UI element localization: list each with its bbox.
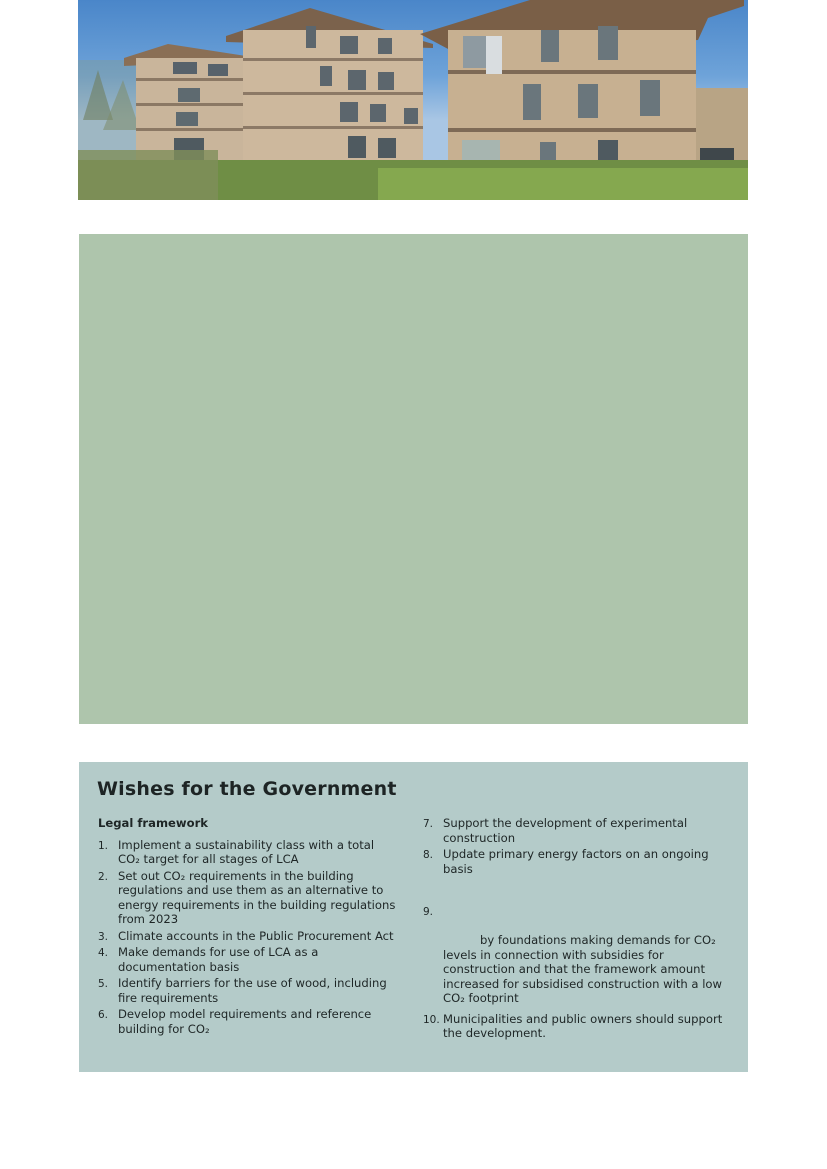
- legal-framework-column: [98, 816, 398, 1038]
- list-item: 6. Develop model requirements and reference building for CO₂: [98, 1007, 372, 1036]
- wishes-panel: [79, 762, 748, 1072]
- list-item: 10. Municipalities and public owners should support the development.: [423, 1011, 723, 1040]
- middle-building: [226, 8, 433, 164]
- list-item: 7. Support the development of experimental construction: [423, 816, 688, 845]
- list-item: 3. Climate accounts in the Public Procurement Act: [98, 928, 394, 943]
- building-photo: [78, 0, 748, 200]
- list-item: 2. Set out CO₂ requirements in the building regulations and use them as an alternative to energy requirements in the building regulations from 2023: [98, 868, 396, 926]
- wishes-title: Wishes for the Government: [97, 778, 397, 800]
- right-column: [423, 816, 723, 1043]
- list-item: 8. Update primary energy factors on an ongoing basis: [423, 847, 709, 876]
- timber-buildings-illustration: [78, 0, 748, 200]
- list-item: 4. Make demands for use of LCA as a documentation basis: [98, 945, 319, 974]
- list-item: 5. Identify barriers for the use of wood, including fire requirements: [98, 976, 387, 1005]
- list-item: 9. by foundations making demands for CO₂ levels in connection with subsidies for construction and that the framework amount increased for subsidised construction with a low CO₂ footprint: [423, 906, 722, 1005]
- left-building: [124, 44, 246, 162]
- right-list: [423, 816, 723, 1041]
- legal-framework-heading: Legal framework: [98, 816, 209, 830]
- green-panel: [79, 234, 748, 724]
- left-list: [98, 838, 398, 1037]
- list-item: 1. Implement a sustainability class with a total CO₂ target for all stages of LCA: [98, 837, 375, 866]
